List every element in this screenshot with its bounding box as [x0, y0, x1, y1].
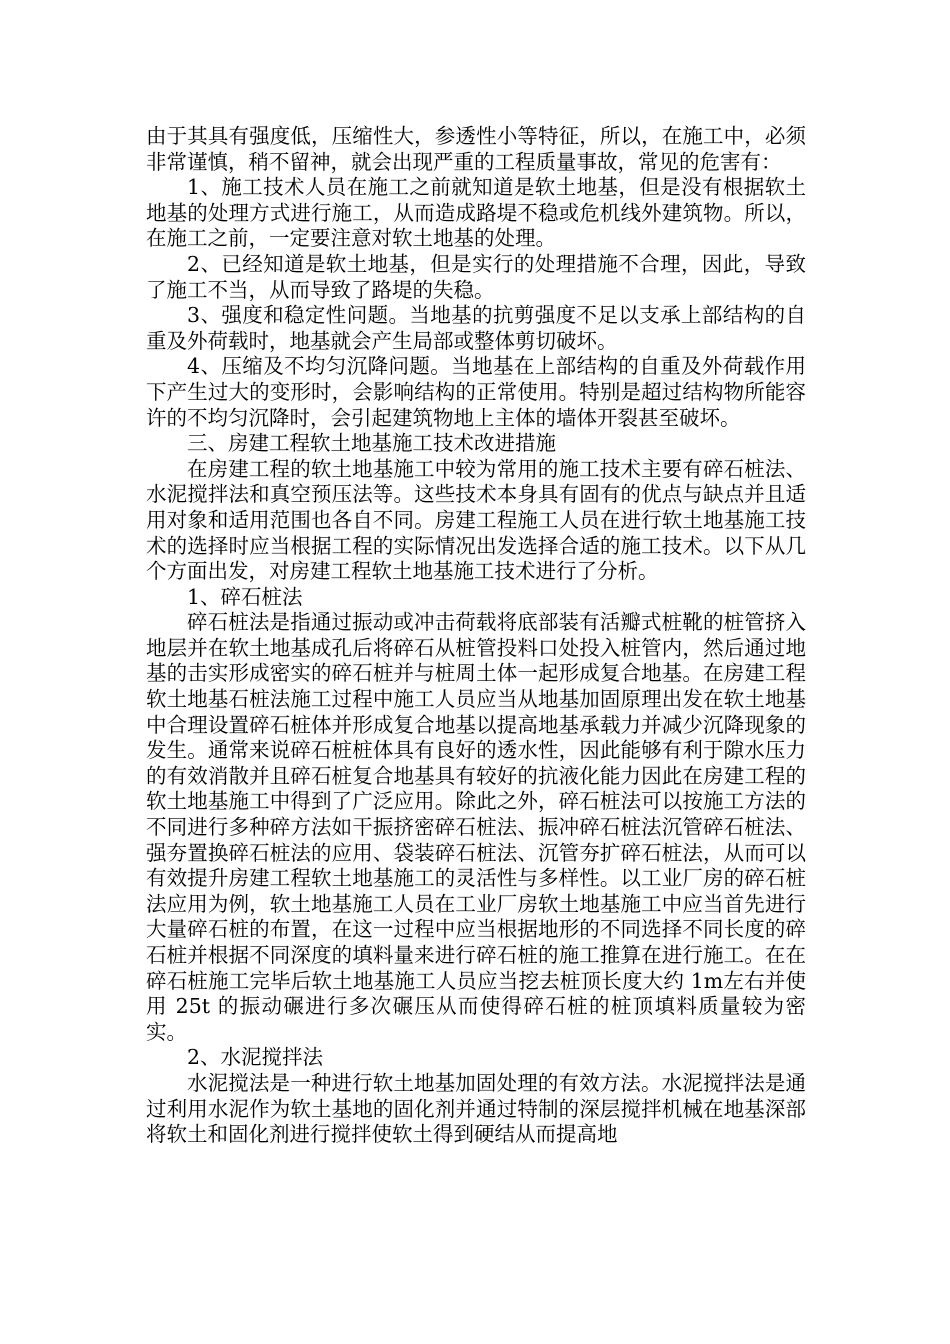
- paragraph-section-intro: 在房建工程的软土地基施工中较为常用的施工技术主要有碎石桩法、水泥搅拌法和真空预压法等。这些技术本身具有固有的优点与缺点并且适用对象和适用范围也各自不同。房建工程施工人员在进行软土地基施工技术的选择时应当根据工程的实际情况出发选择合适的施工技术。以下从几个方面出发，对房建工程软土地基施工技术进行了分析。: [146, 456, 806, 584]
- paragraph-gravel-pile: 碎石桩法是指通过振动或冲击荷载将底部装有活瓣式桩靴的桩管挤入地层并在软土地基成孔后将碎石从桩管投料口处投入桩管内，然后通过地基的击实形成密实的碎石桩并与桩周土体一起形成复合地基。在房建工程软土地基石桩法施工过程中施工人员应当从地基加固原理出发在软土地基中合理设置碎石桩体并形成复合地基以提高地基承载力并减少沉降现象的发生。通常来说碎石桩桩体具有良好的透水性，因此能够有利于隙水压力的有效消散并且碎石桩复合地基具有较好的抗液化能力因此在房建工程的软土地基施工中得到了广泛应用。除此之外，碎石桩法可以按施工方法的不同进行多种碎方法如干振挤密碎石桩法、振冲碎石桩法沉管碎石桩法、强夯置换碎石桩法的应用、袋装碎石桩法、沉管夯扩碎石桩法，从而可以有效提升房建工程软土地基施工的灵活性与多样性。以工业厂房的碎石桩法应用为例，软土地基施工人员在工业厂房软土地基施工中应当首先进行大量碎石桩的布置，在这一过程中应当根据地形的不同选择不同长度的碎石桩并根据不同深度的填料量来进行碎石桩的施工推算在进行施工。在在碎石桩施工完毕后软土地基施工人员应当挖去桩顶长度大约 1m左右并使用 25t 的振动碾进行多次碾压从而使得碎石桩的桩顶填料质量较为密实。: [146, 610, 806, 1044]
- paragraph-item-2: 2、已经知道是软土地基，但是实行的处理措施不合理，因此，导致了施工不当，从而导致了路堤的失稳。: [146, 251, 806, 302]
- paragraph-item-3: 3、强度和稳定性问题。当地基的抗剪强度不足以支承上部结构的自重及外荷载时，地基就会产生局部或整体剪切破坏。: [146, 303, 806, 353]
- section-heading: 三、房建工程软土地基施工技术改进措施: [187, 431, 556, 456]
- paragraph-item-4: 4、压缩及不均匀沉降问题。当地基在上部结构的自重及外荷载作用下产生过大的变形时，会影响结构的正常使用。特别是超过结构物所能容许的不均匀沉降时，会引起建筑物地上主体的墙体开裂甚至破坏。: [146, 354, 806, 430]
- subheading-gravel-pile: 1、碎石桩法: [187, 584, 303, 609]
- document-body: [146, 124, 806, 1148]
- subheading-cement-mixing: 2、水泥搅拌法: [187, 1045, 324, 1070]
- paragraph-cement-mixing: 水泥搅法是一种进行软土地基加固处理的有效方法。水泥搅拌法是通过利用水泥作为软土基地的固化剂并通过特制的深层搅拌机械在地基深部将软土和固化剂进行搅拌使软土得到硬结从而提高地: [146, 1070, 806, 1147]
- paragraph-intro: 由于其具有强度低，压缩性大，参透性小等特征，所以，在施工中，必须非常谨慎，稍不留神，就会出现严重的工程质量事故，常见的危害有：: [146, 124, 806, 174]
- paragraph-item-1: 1、施工技术人员在施工之前就知道是软土地基，但是没有根据软土地基的处理方式进行施工，从而造成路堤不稳或危机线外建筑物。所以，在施工之前，一定要注意对软土地基的处理。: [146, 175, 806, 251]
